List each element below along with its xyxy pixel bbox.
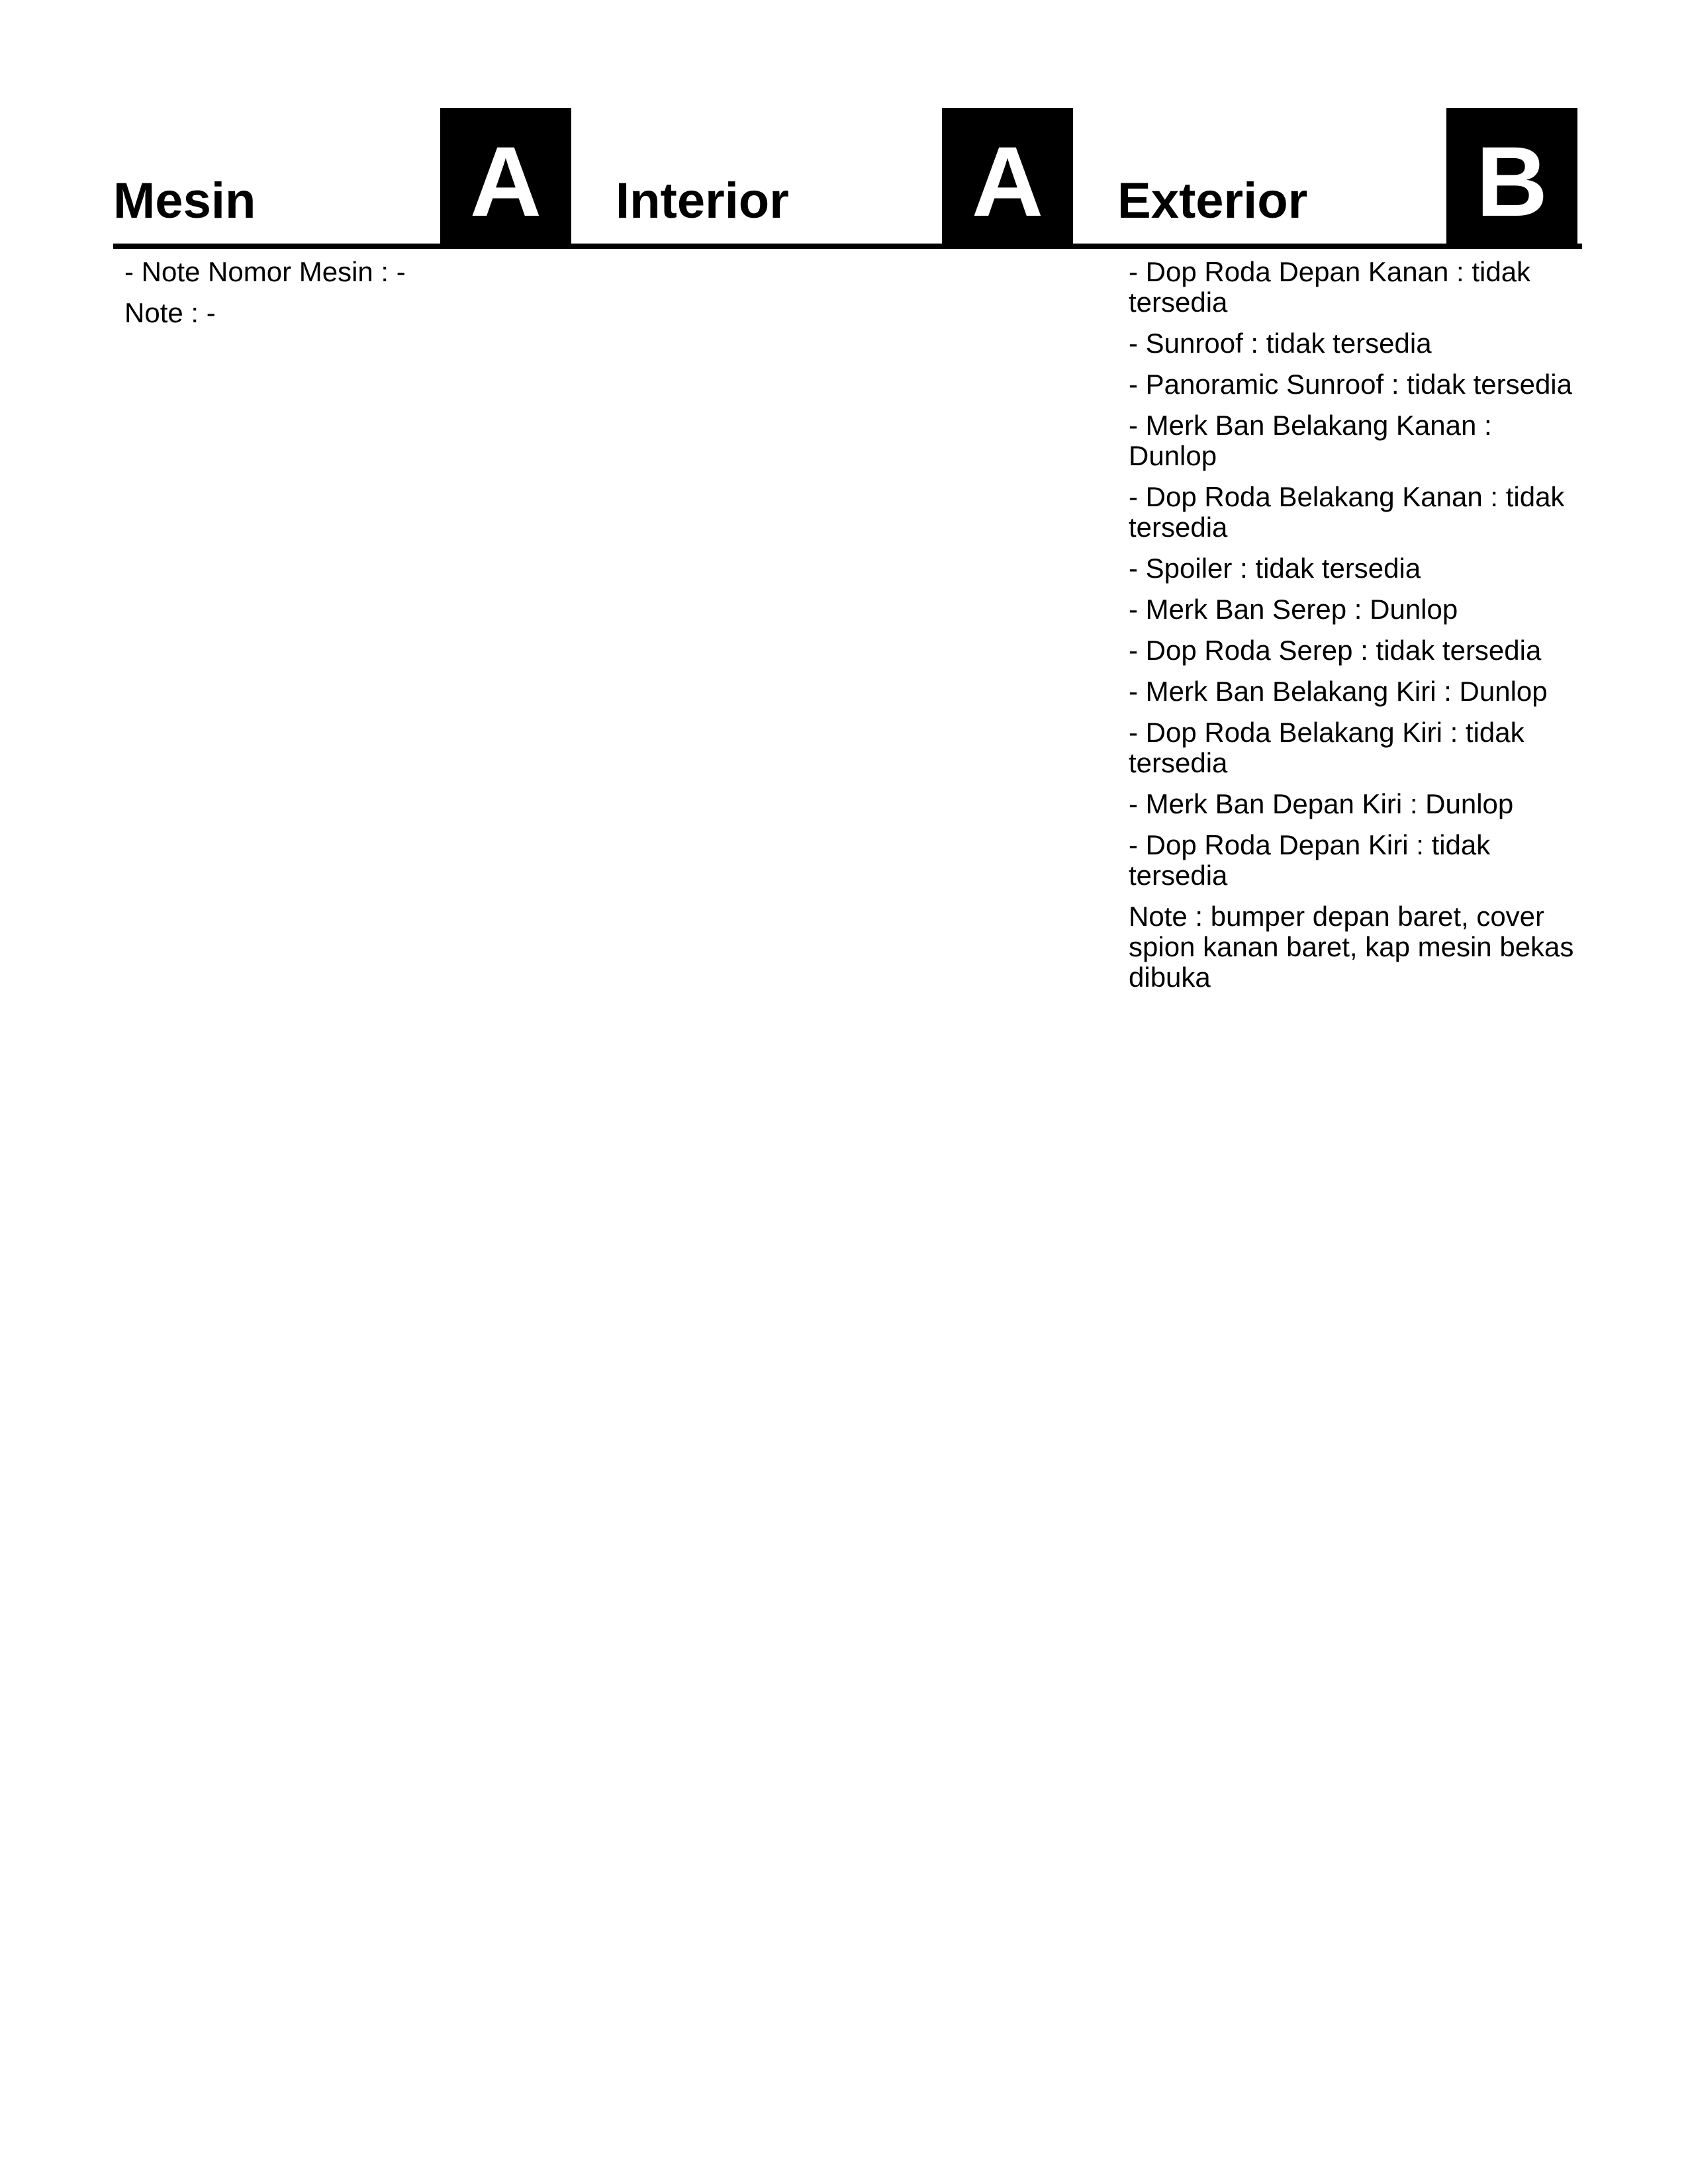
list-item: - Sunroof : tidak tersedia	[1129, 328, 1432, 359]
list-item: - Merk Ban Depan Kiri : Dunlop	[1129, 788, 1514, 819]
section-header	[1117, 0, 1583, 249]
section-title: Exterior	[1117, 173, 1308, 229]
list-item: Note : bumper depan baret, cover spion kanan baret, kap mesin bekas dibuka	[1129, 901, 1574, 993]
list-item: - Merk Ban Belakang Kiri : Dunlop	[1129, 676, 1548, 707]
list-item: - Dop Roda Depan Kanan : tidak tersedia	[1129, 256, 1531, 318]
grade-badge: A	[942, 108, 1073, 247]
list-item: - Dop Roda Belakang Kanan : tidak tersedia	[1129, 481, 1565, 543]
grade-badge: A	[440, 108, 571, 247]
grade-badge: B	[1446, 108, 1577, 247]
list-item: - Merk Ban Serep : Dunlop	[1129, 594, 1458, 625]
list-item: - Dop Roda Belakang Kiri : tidak tersedia	[1129, 717, 1524, 778]
list-item: - Dop Roda Depan Kiri : tidak tersedia	[1129, 829, 1491, 891]
section-title: Interior	[616, 173, 789, 229]
item-list	[124, 257, 575, 339]
item-list	[1129, 257, 1579, 1003]
list-item: Note : -	[124, 297, 216, 328]
list-item: - Spoiler : tidak tersedia	[1129, 553, 1421, 584]
list-item: - Dop Roda Serep : tidak tersedia	[1129, 635, 1542, 666]
list-item: - Panoramic Sunroof : tidak tersedia	[1129, 369, 1572, 400]
section-header	[616, 0, 1081, 249]
list-item: - Merk Ban Belakang Kanan : Dunlop	[1129, 410, 1492, 471]
section-header	[113, 0, 579, 249]
section-title: Mesin	[113, 173, 256, 229]
list-item: - Note Nomor Mesin : -	[124, 256, 406, 287]
